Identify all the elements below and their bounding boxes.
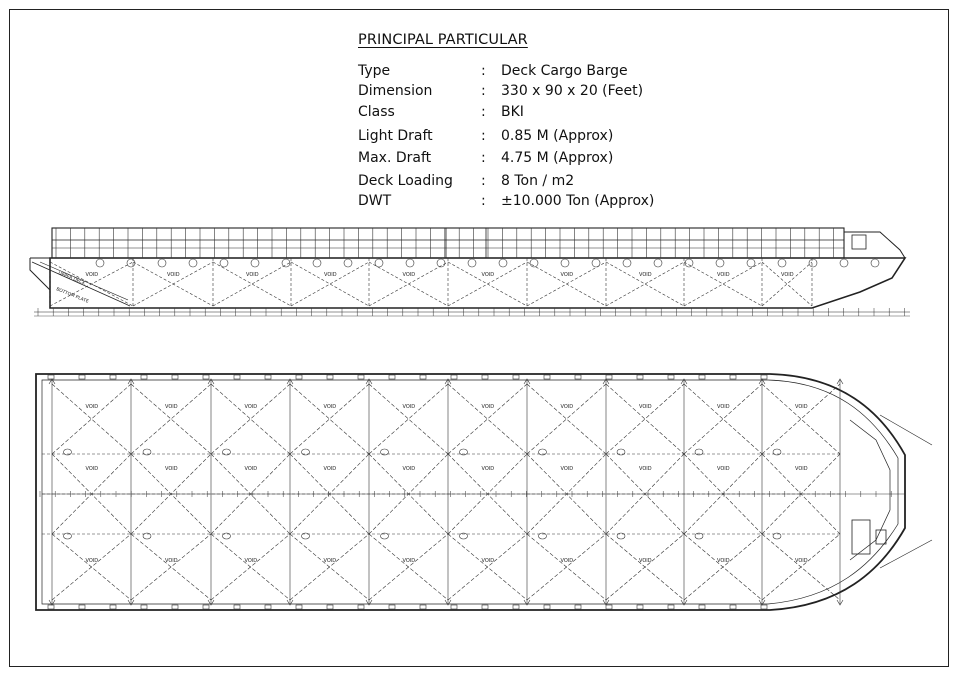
void-label: VOID bbox=[560, 558, 574, 564]
void-label: VOID bbox=[560, 404, 574, 410]
bollard-icon bbox=[668, 375, 674, 379]
spec-value: 0.85 M (Approx) bbox=[501, 128, 614, 144]
void-label: VOID bbox=[639, 272, 652, 278]
bollard-icon bbox=[79, 375, 85, 379]
spec-value: Deck Cargo Barge bbox=[501, 63, 628, 79]
spec-separator: : bbox=[481, 173, 486, 189]
spec-value: 4.75 M (Approx) bbox=[501, 150, 614, 166]
void-label: VOID bbox=[639, 558, 652, 564]
void-label: VOID bbox=[717, 404, 730, 410]
spec-value: 8 Ton / m2 bbox=[501, 173, 575, 189]
void-label: VOID bbox=[165, 558, 178, 564]
void-label: VOID bbox=[85, 272, 99, 278]
manhole-icon bbox=[302, 449, 310, 455]
void-label: VOID bbox=[781, 272, 794, 278]
void-label: VOID bbox=[324, 272, 337, 278]
spec-separator: : bbox=[481, 83, 486, 99]
spec-label: Deck Loading bbox=[358, 173, 453, 189]
bollard-icon bbox=[327, 605, 333, 609]
bollard-icon bbox=[79, 605, 85, 609]
spec-label: DWT bbox=[358, 193, 392, 209]
void-label: VOID bbox=[165, 466, 178, 472]
bollard-icon bbox=[296, 605, 302, 609]
manhole-icon bbox=[617, 533, 625, 539]
void-label: VOID bbox=[795, 404, 808, 410]
manhole-icon bbox=[223, 449, 231, 455]
void-label: VOID bbox=[639, 404, 652, 410]
spec-value: BKI bbox=[501, 104, 524, 120]
bollard-icon bbox=[699, 375, 705, 379]
bollard-icon bbox=[420, 375, 426, 379]
bollard-icon bbox=[451, 605, 457, 609]
bollard-icon bbox=[203, 605, 209, 609]
void-label: VOID bbox=[717, 272, 730, 278]
bollard-icon bbox=[761, 375, 767, 379]
bollard-icon bbox=[327, 375, 333, 379]
bollard-icon bbox=[637, 605, 643, 609]
void-label: VOID bbox=[244, 404, 258, 410]
spec-separator: : bbox=[481, 150, 486, 166]
bollard-icon bbox=[48, 375, 54, 379]
bollard-icon bbox=[482, 375, 488, 379]
bollard-icon bbox=[265, 375, 271, 379]
bollard-icon bbox=[544, 605, 550, 609]
bollard-icon bbox=[203, 375, 209, 379]
void-label: VOID bbox=[402, 558, 416, 564]
void-label: VOID bbox=[85, 558, 99, 564]
void-label: VOID bbox=[717, 466, 730, 472]
bollard-icon bbox=[761, 605, 767, 609]
bollard-icon bbox=[358, 375, 364, 379]
bollard-icon bbox=[668, 605, 674, 609]
void-label: VOID bbox=[244, 558, 258, 564]
upper-deck-label: UPPER DECK bbox=[57, 271, 86, 287]
bollard-icon bbox=[513, 375, 519, 379]
bollard-icon bbox=[141, 375, 147, 379]
bollard-icon bbox=[389, 375, 395, 379]
spec-label: Max. Draft bbox=[358, 150, 432, 166]
void-label: VOID bbox=[402, 404, 416, 410]
void-label: VOID bbox=[323, 404, 337, 410]
bollard-icon bbox=[389, 605, 395, 609]
void-label: VOID bbox=[560, 272, 574, 278]
void-label: VOID bbox=[167, 272, 180, 278]
void-label: VOID bbox=[717, 558, 730, 564]
bollard-icon bbox=[575, 605, 581, 609]
void-label: VOID bbox=[481, 272, 495, 278]
void-label: VOID bbox=[165, 404, 178, 410]
void-label: VOID bbox=[85, 466, 99, 472]
spec-value: 330 x 90 x 20 (Feet) bbox=[501, 83, 644, 99]
void-label: VOID bbox=[402, 272, 416, 278]
bollard-icon bbox=[265, 605, 271, 609]
manhole-icon bbox=[617, 449, 625, 455]
void-label: VOID bbox=[323, 558, 337, 564]
spec-label: Light Draft bbox=[358, 128, 433, 144]
void-label: VOID bbox=[795, 558, 808, 564]
bollard-icon bbox=[482, 605, 488, 609]
bollard-icon bbox=[451, 375, 457, 379]
bollard-icon bbox=[544, 375, 550, 379]
bollard-icon bbox=[575, 375, 581, 379]
void-label: VOID bbox=[560, 466, 574, 472]
bollard-icon bbox=[606, 605, 612, 609]
spec-separator: : bbox=[481, 128, 486, 144]
bottom-plate-label: BOTTOM PLATE bbox=[55, 287, 90, 305]
bollard-icon bbox=[48, 605, 54, 609]
bollard-icon bbox=[730, 605, 736, 609]
bollard-icon bbox=[637, 375, 643, 379]
spec-value: ±10.000 Ton (Approx) bbox=[501, 193, 655, 209]
principal-particular-title: PRINCIPAL PARTICULAR bbox=[358, 32, 528, 48]
bollard-icon bbox=[172, 375, 178, 379]
bollard-icon bbox=[358, 605, 364, 609]
bollard-icon bbox=[730, 375, 736, 379]
void-label: VOID bbox=[85, 404, 99, 410]
bollard-icon bbox=[234, 375, 240, 379]
void-label: VOID bbox=[795, 466, 808, 472]
void-label: VOID bbox=[481, 404, 495, 410]
spec-label: Type bbox=[358, 63, 391, 79]
bollard-icon bbox=[296, 375, 302, 379]
void-label: VOID bbox=[481, 558, 495, 564]
spec-separator: : bbox=[481, 63, 486, 79]
void-label: VOID bbox=[639, 466, 652, 472]
manhole-icon bbox=[223, 533, 231, 539]
bollard-icon bbox=[699, 605, 705, 609]
void-label: VOID bbox=[246, 272, 259, 278]
void-label: VOID bbox=[402, 466, 416, 472]
void-label: VOID bbox=[481, 466, 495, 472]
bollard-icon bbox=[513, 605, 519, 609]
spec-label: Dimension bbox=[358, 83, 433, 99]
spec-label: Class bbox=[358, 104, 395, 120]
bollard-icon bbox=[110, 605, 116, 609]
spec-separator: : bbox=[481, 104, 486, 120]
manhole-icon bbox=[302, 533, 310, 539]
void-label: VOID bbox=[244, 466, 258, 472]
bollard-icon bbox=[234, 605, 240, 609]
bollard-icon bbox=[606, 375, 612, 379]
bollard-icon bbox=[141, 605, 147, 609]
void-label: VOID bbox=[323, 466, 337, 472]
spec-separator: : bbox=[481, 193, 486, 209]
bollard-icon bbox=[110, 375, 116, 379]
bollard-icon bbox=[420, 605, 426, 609]
bollard-icon bbox=[172, 605, 178, 609]
